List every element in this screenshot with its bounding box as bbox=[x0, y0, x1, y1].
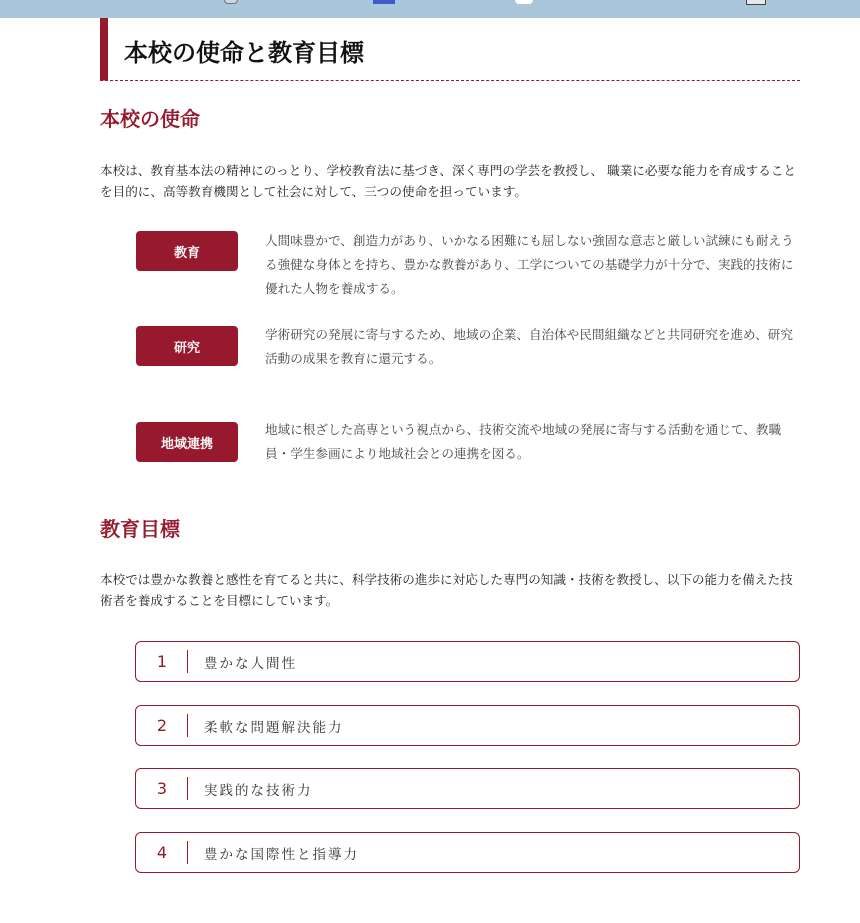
goal-divider bbox=[187, 714, 188, 737]
mission-button-research[interactable]: 研究 bbox=[136, 326, 238, 366]
goal-item-2 bbox=[135, 705, 800, 746]
goal-text: 豊かな人間性 bbox=[204, 655, 297, 672]
goal-divider bbox=[187, 777, 188, 800]
goal-number: 3 bbox=[156, 779, 168, 798]
mission-desc-research: 学術研究の発展に寄与するため、地域の企業、自治体や民間組織などと共同研究を進め、研究活動の成果を教育に還元する。 bbox=[265, 327, 793, 366]
page-title-block bbox=[100, 18, 800, 81]
goal-number: 1 bbox=[156, 652, 168, 671]
mission-intro: 本校は、教育基本法の精神にのっとり、学校教育法に基づき、深く専門の学芸を教授し、 職業に必要な能力を育成することを目的に、高等教育機関として社会に対して、三つの使命を担っています。 bbox=[100, 163, 797, 199]
goals-heading: 教育目標 bbox=[100, 517, 180, 541]
circle-icon[interactable] bbox=[224, 0, 238, 4]
mission-desc-education: 人間味豊かで、創造力があり、いかなる困難にも屈しない強固な意志と厳しい試練にも耐えうる強健な身体とを持ち、豊かな教養があり、工学についての基礎学力が十分で、実践的技術に優れた人物を養成する。 bbox=[265, 233, 794, 296]
goal-number: 4 bbox=[156, 843, 168, 862]
goal-item-1 bbox=[135, 641, 800, 682]
goal-text: 豊かな国際性と指導力 bbox=[204, 846, 359, 863]
square-icon[interactable] bbox=[373, 0, 395, 4]
mission-desc-community: 地域に根ざした高専という視点から、技術交流や地域の発展に寄与する活動を通じて、教職員・学生参画により地域社会との連携を図る。 bbox=[265, 422, 782, 461]
goal-text: 実践的な技術力 bbox=[204, 782, 313, 799]
goal-divider bbox=[187, 650, 188, 673]
circle-icon[interactable] bbox=[515, 0, 533, 4]
goal-item-4 bbox=[135, 832, 800, 873]
goals-intro: 本校では豊かな教養と感性を育てると共に、科学技術の進歩に対応した専門の知識・技術を教授し、以下の能力を備えた技術者を養成することを目標にしています。 bbox=[100, 572, 793, 608]
mission-button-education[interactable]: 教育 bbox=[136, 231, 238, 271]
page-title: 本校の使命と教育目標 bbox=[124, 39, 364, 67]
goal-number: 2 bbox=[156, 716, 168, 735]
goal-text: 柔軟な問題解決能力 bbox=[204, 719, 344, 736]
mission-button-community[interactable]: 地域連携 bbox=[136, 422, 238, 462]
browser-toolbar bbox=[0, 0, 860, 18]
document-icon[interactable] bbox=[746, 0, 766, 5]
goal-item-3 bbox=[135, 768, 800, 809]
mission-heading: 本校の使命 bbox=[100, 107, 200, 131]
goal-divider bbox=[187, 841, 188, 864]
